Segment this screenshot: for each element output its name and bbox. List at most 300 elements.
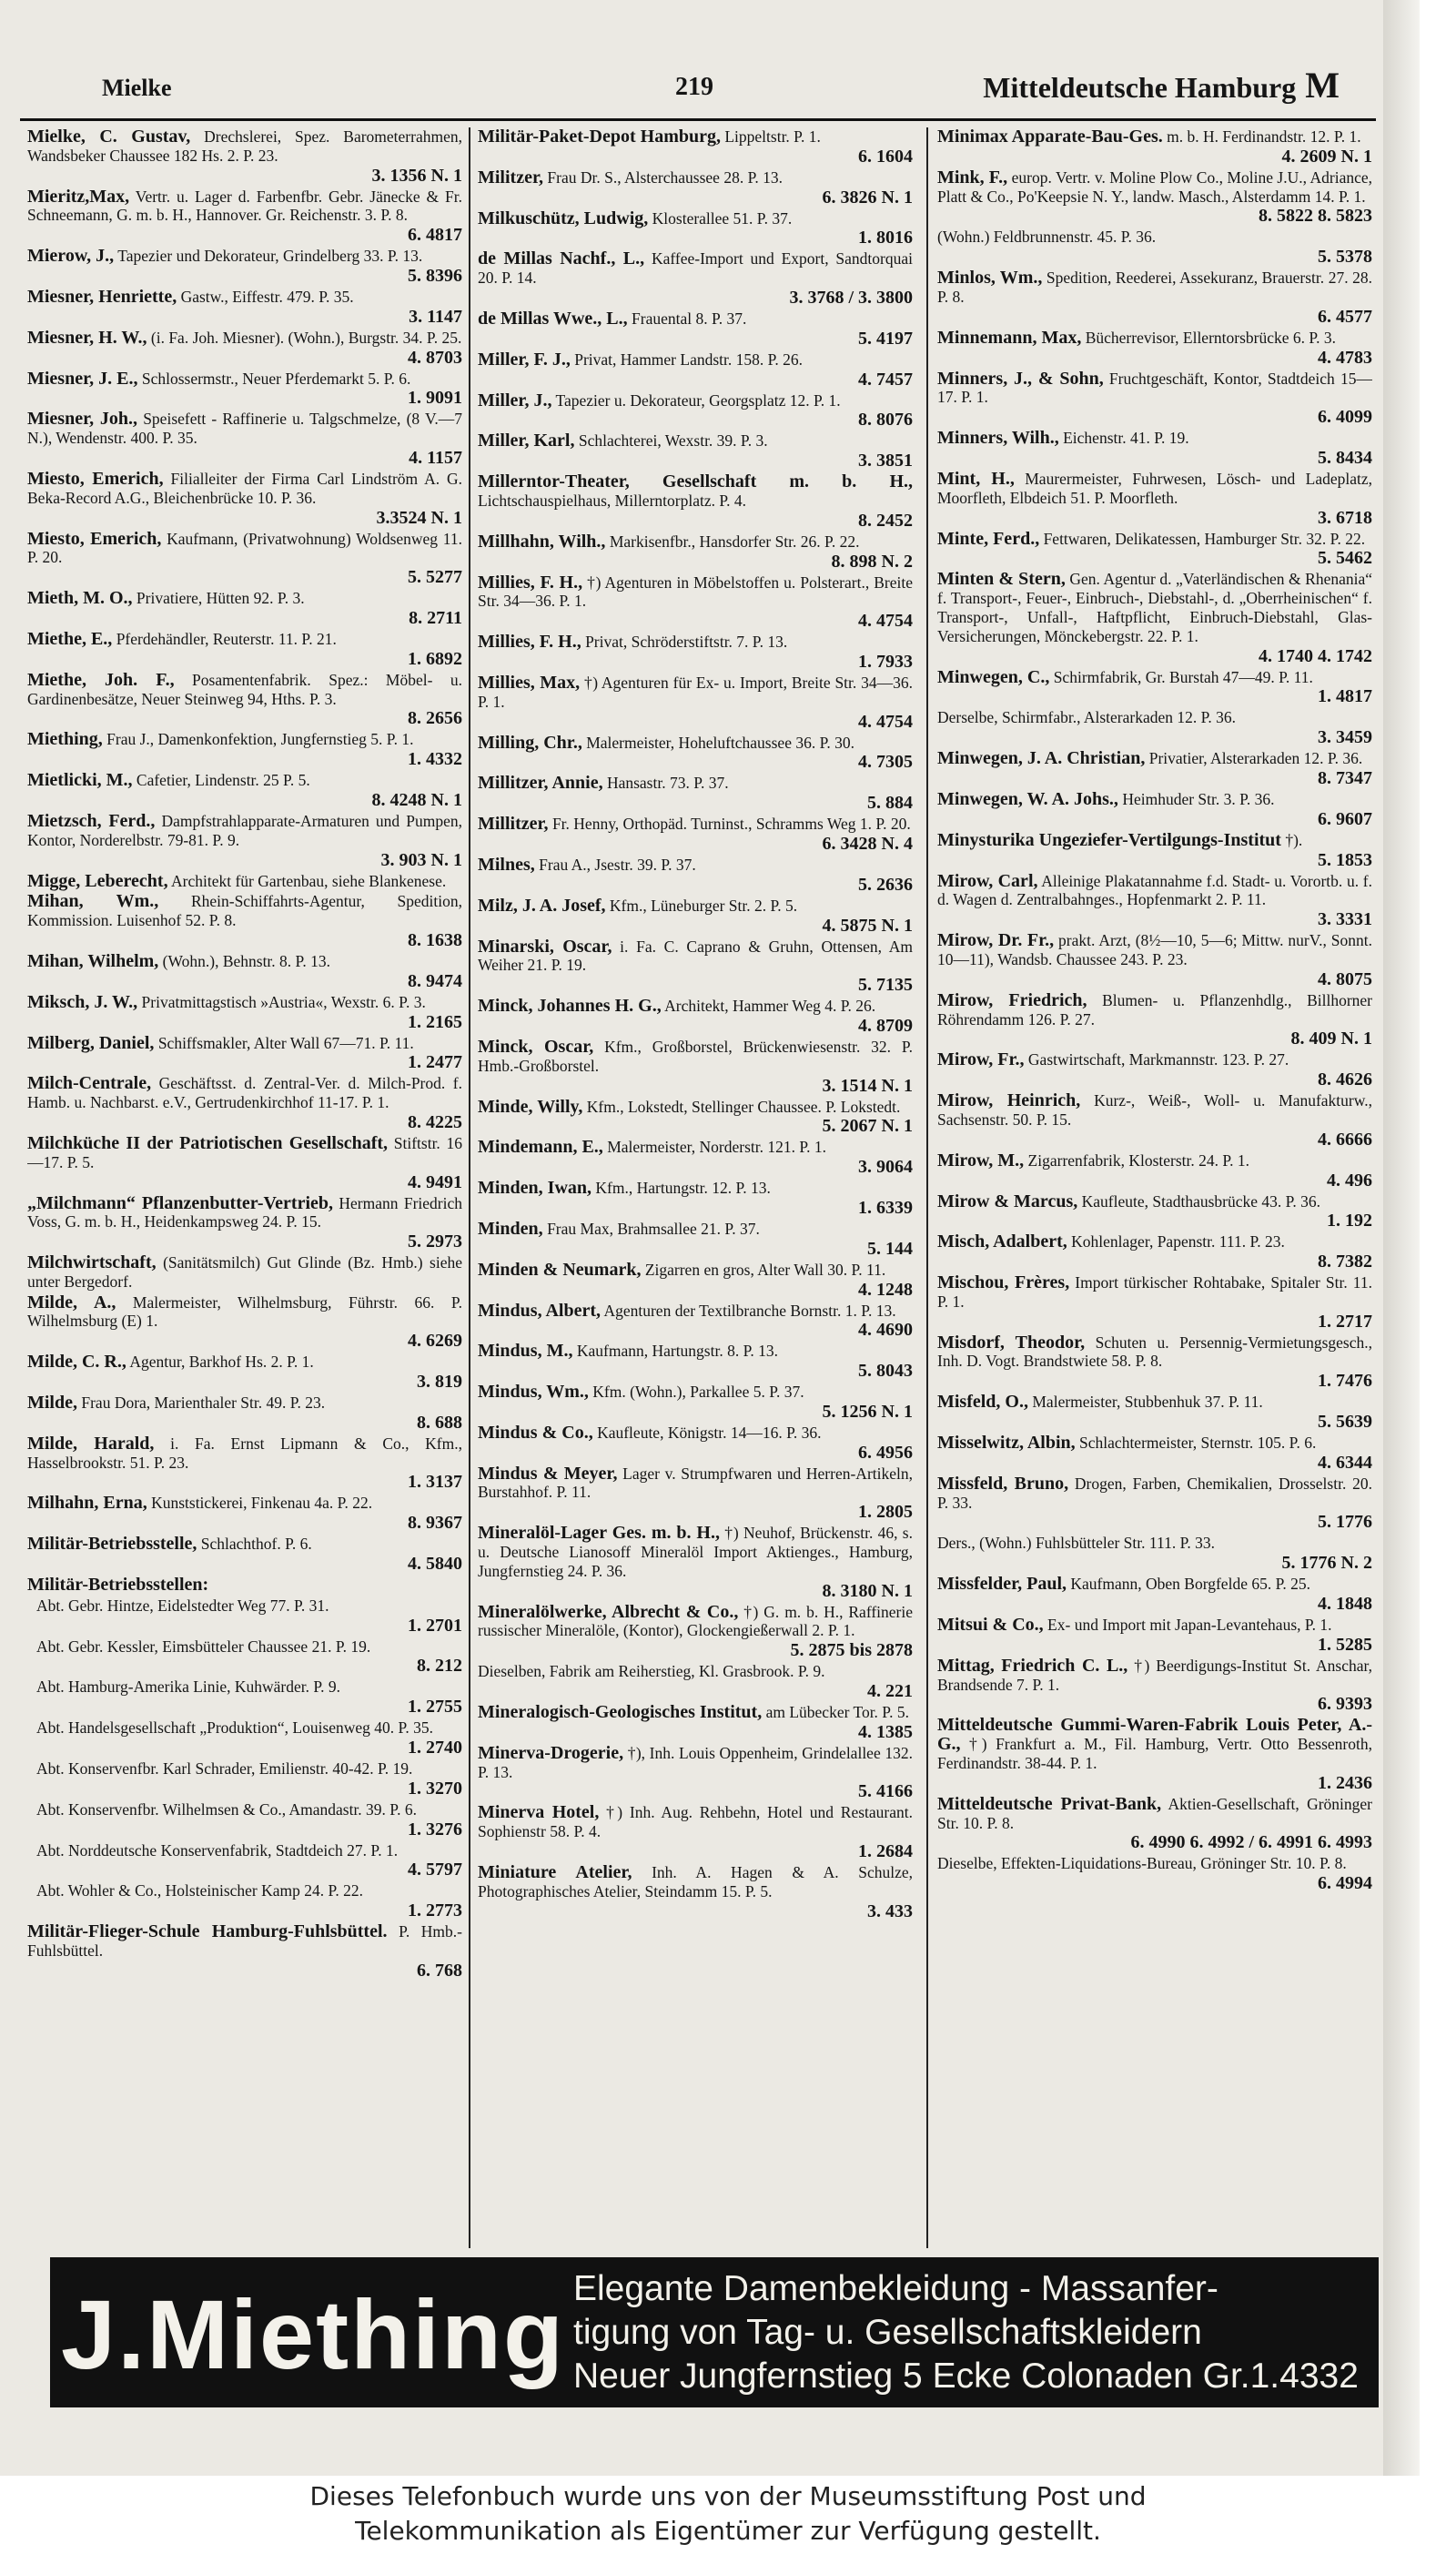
entry-details: Malermeister, Norderstr. 121. P. 1. <box>607 1138 827 1157</box>
entry-details: Drechslerei, Spez. Barometerrahmen, Wandsbeker Chaussee 182 Hs. 2. P. 23. <box>27 127 462 165</box>
entry-name: Minwegen, J. A. Christian, <box>937 748 1146 769</box>
entry-phone-number: 5. 4166 <box>858 1781 913 1802</box>
entry-details: Vertr. u. Lager d. Farbenfbr. Gebr. Jänecke & Fr. Schneemann, G. m. b. H., Hannover. Gr. Reichenstr. 3. P. 8. <box>27 187 462 225</box>
entry-phone-number: 3. 9064 <box>858 1157 913 1178</box>
entry-phone-number: 4. 9491 <box>408 1171 462 1192</box>
entry-details: Schuten u. Persennig-Vermietungsgesch., Inh. D. Vogt. Brandstwiete 58. P. 8. <box>937 1333 1372 1371</box>
entry-name: Mindus, M., <box>478 1341 573 1362</box>
entry-phone-number: 3. 433 <box>867 1900 913 1921</box>
entry-name: Miethe, Joh. F., <box>27 669 175 690</box>
entry-name: Milhahn, Erna, <box>27 1493 147 1514</box>
entry-name: Misfeld, O., <box>937 1392 1028 1413</box>
entry-details: Architekt für Gartenbau, siehe Blankenese. <box>171 871 447 890</box>
entry-name: Miesto, Emerich, <box>27 528 162 549</box>
entry-name: Minerva-Drogerie, <box>478 1742 624 1763</box>
entry-details: Frau J., Damenkonfektion, Jungfernstieg 5. P. 1. <box>106 730 414 749</box>
entry-details: Privat, Schröderstiftstr. 7. P. 13. <box>585 633 788 652</box>
entry-name: Milde, Harald, <box>27 1433 155 1454</box>
footer-line-1: Dieses Telefonbuch wurde uns von der Museumsstiftung Post und <box>309 2481 1147 2511</box>
entry-name: Mielke, C. Gustav, <box>27 127 191 147</box>
directory-entry <box>27 993 462 1032</box>
entry-phone-number: 4. 6344 <box>1318 1452 1372 1473</box>
entry-details: Import türkischer Rohtabake, Spitaler Str. 11. P. 1. <box>937 1273 1372 1311</box>
entry-phone-number: 5. 4197 <box>858 328 913 349</box>
entry-phone-number: 6. 4817 <box>408 225 462 246</box>
directory-entry <box>27 812 462 870</box>
entry-phone-number: 5. 1776 <box>1318 1512 1372 1533</box>
directory-entry <box>937 1151 1372 1191</box>
entry-details: Hansastr. 73. P. 37. <box>606 774 729 793</box>
entry-name: Militär-Betriebsstellen: <box>27 1575 209 1596</box>
directory-entry <box>478 472 913 531</box>
entry-details: Frau Dr. S., Alsterchaussee 28. P. 13. <box>547 167 783 187</box>
directory-entry <box>27 1800 462 1839</box>
column-3 <box>937 127 1372 2248</box>
entry-name: Millerntor-Theater, Gesellschaft m. b. H., <box>478 471 913 492</box>
entry-name: Milch-Centrale, <box>27 1073 152 1094</box>
directory-entry <box>27 892 462 950</box>
entry-details: (i. Fa. Joh. Miesner). (Wohn.), Burgstr. 34. P. 25. <box>150 328 462 347</box>
entry-name: Mirow, Heinrich, <box>937 1090 1081 1111</box>
directory-entry <box>937 429 1372 468</box>
entry-name: Miesner, Joh., <box>27 409 138 430</box>
directory-entry <box>478 856 913 895</box>
entry-details: Gastw., Eiffestr. 479. P. 35. <box>180 287 354 306</box>
entry-name: Miesner, J. E., <box>27 368 138 389</box>
entry-phone-number: 5. 8396 <box>408 265 462 286</box>
entry-details: Kurz-, Weiß-, Woll- u. Manufakturw., Sachsenstr. 50. P. 15. <box>937 1091 1372 1129</box>
entry-name: Minners, J., & Sohn, <box>937 368 1104 389</box>
entry-phone-number: 1. 7476 <box>1318 1371 1372 1392</box>
entry-phone-number: 4. 8709 <box>858 1015 913 1036</box>
entry-details: (Sanitätsmilch) Gut Glinde (Bz. Hmb.) siehe unter Bergedorf. <box>27 1253 462 1291</box>
entry-details: Malermeister, Stubbenhuk 37. P. 11. <box>1032 1393 1263 1412</box>
entry-phone-number: 5. 5462 <box>1318 548 1372 569</box>
entry-phone-number: 3. 3851 <box>858 451 913 471</box>
entry-name: Mint, H., <box>937 468 1015 489</box>
entry-phone-number: 8. 4626 <box>1318 1069 1372 1090</box>
entry-phone-number: 5. 7135 <box>858 975 913 996</box>
entry-details: Abt. Konservenfbr. Wilhelmsen & Co., Amandastr. 39. P. 6. <box>36 1799 417 1819</box>
entry-name: Mirow, Fr., <box>937 1049 1025 1070</box>
directory-entry <box>27 1293 462 1352</box>
entry-details: †) Inh. Aug. Rehbehn, Hotel und Restaurant. Sophienstr 58. P. 4. <box>478 1803 913 1841</box>
entry-name: Milnes, <box>478 854 535 875</box>
entry-details: †) Agenturen für Ex- u. Import, Breite Str. 34—36. P. 1. <box>478 673 913 711</box>
entry-details: Maurermeister, Fuhrwesen, Lösch- und Ladeplatz, Moorfleth, Elbdeich 51. P. Moorfleth. <box>937 469 1372 507</box>
entry-phone-number: 8. 7347 <box>1318 767 1372 788</box>
entry-name: Miniature Atelier, <box>478 1862 632 1883</box>
entry-details: Lippeltstr. P. 1. <box>724 127 821 146</box>
column-divider <box>926 127 928 2248</box>
entry-name: Minden, Iwan, <box>478 1178 592 1199</box>
entry-phone-number: 1. 2165 <box>408 1011 462 1032</box>
directory-entry <box>478 1744 913 1802</box>
directory-entry <box>27 1353 462 1392</box>
entry-name: Miesto, Emerich, <box>27 468 164 489</box>
entry-name: Minysturika Ungeziefer-Vertilgungs-Institut <box>937 829 1281 850</box>
footer-line-2: Telekommunikation als Eigentümer zur Verfügung gestellt. <box>355 2516 1101 2546</box>
directory-entry <box>937 1192 1372 1231</box>
entry-details: Schlachthof. P. 6. <box>200 1535 312 1554</box>
entry-name: Minners, Wilh., <box>937 428 1059 449</box>
entry-phone-number: 1. 6892 <box>408 648 462 669</box>
directory-entry <box>937 668 1372 707</box>
entry-phone-number: 3. 3459 <box>1318 727 1372 748</box>
entry-phone-number: 8. 1638 <box>408 929 462 950</box>
entry-name: Mierow, J., <box>27 246 115 267</box>
entry-name: Minlos, Wm., <box>937 268 1043 289</box>
entry-name: de Millas Nachf., L., <box>478 248 645 269</box>
entry-name: Miller, Karl, <box>478 431 575 451</box>
entry-details: Frau A., Jsestr. 39. P. 37. <box>539 855 696 874</box>
directory-entry <box>478 431 913 471</box>
entry-details: Ex- und Import mit Japan-Levantehaus, P. 1. <box>1047 1616 1332 1635</box>
directory-entry <box>937 931 1372 989</box>
directory-entry <box>27 589 462 628</box>
entry-name: Minck, Johannes H. G., <box>478 996 662 1017</box>
directory-entry <box>478 573 913 632</box>
directory-entry <box>478 127 913 167</box>
entry-name: Mieritz,Max, <box>27 186 130 207</box>
entry-name: Minimax Apparate-Bau-Ges. <box>937 127 1163 147</box>
entry-details: prakt. Arzt, (8½—10, 5—6; Mittw. nurV., Sonnt. 10—11), Wandsb. Chaussee 243. P. 23. <box>937 931 1372 968</box>
directory-entry <box>937 1050 1372 1090</box>
entry-phone-number: 1. 3137 <box>408 1472 462 1493</box>
directory-entry <box>27 730 462 769</box>
directory-entry <box>27 1034 462 1073</box>
entry-details: i. Fa. C. Caprano & Gruhn, Ottensen, Am Weiher 21. P. 19. <box>478 937 913 975</box>
entry-details: Speisefett - Raffinerie u. Talgschmelze, (8 V.—7 N.), Wendenstr. 400. P. 35. <box>27 410 462 448</box>
header-last-entry <box>983 64 1340 106</box>
entry-details: Kfm., Lüneburger Str. 2. P. 5. <box>609 896 798 915</box>
entry-phone-number: 6. 4994 <box>1318 1873 1372 1894</box>
entry-name: Miething, <box>27 729 103 750</box>
entry-name: Minwegen, C., <box>937 666 1050 687</box>
entry-phone-number: 3. 819 <box>417 1372 462 1393</box>
directory-entry <box>27 1394 462 1433</box>
entry-phone-number: 1. 192 <box>1327 1211 1372 1231</box>
directory-entry <box>937 1232 1372 1272</box>
directory-entry <box>937 127 1372 167</box>
entry-name: Mitteldeutsche Gummi-Waren-Fabrik Louis Peter, A.-G., <box>937 1715 1372 1755</box>
directory-entry <box>937 1657 1372 1715</box>
directory-entry <box>27 771 462 810</box>
entry-phone-number: 1. 3276 <box>408 1819 462 1839</box>
directory-entry <box>937 1333 1372 1392</box>
entry-details: Kfm., Großborstel, Brückenwiesenstr. 32. P. Hmb.-Großborstel. <box>478 1037 913 1075</box>
entry-details: Abt. Norddeutsche Konservenfabrik, Stadtdeich 27. P. 1. <box>36 1840 399 1860</box>
entry-name: Mirow, Carl, <box>937 870 1038 891</box>
entry-details: Gastwirtschaft, Markmannstr. 123. P. 27. <box>1027 1050 1289 1069</box>
entry-details: Malermeister, Wilhelmsburg, Führstr. 66. P. Wilhelmsburg (E) 1. <box>27 1292 462 1331</box>
entry-details: Kfm., Lokstedt, Stellinger Chaussee. P. Lokstedt. <box>586 1097 901 1116</box>
entry-details: Tapezier und Dekorateur, Grindelberg 33. P. 13. <box>117 247 423 266</box>
entry-details: Lichtschauspielhaus, Millerntorplatz. P. 4. <box>478 491 747 510</box>
entry-name: Mineralogisch-Geologisches Institut, <box>478 1702 763 1723</box>
entry-details: Frau Max, Brahmsallee 21. P. 37. <box>547 1219 760 1238</box>
entry-details: Posamentenfabrik. Spez.: Möbel- u. Gardinenbesätze, Neuer Steinweg 94, Hths. P. 3. <box>27 670 462 708</box>
directory-entry <box>27 530 462 588</box>
entry-name: Mihan, Wilhelm, <box>27 950 159 971</box>
directory-entry <box>478 1603 913 1661</box>
directory-entry <box>478 897 913 936</box>
entry-phone-number: 4. 2609 N. 1 <box>1281 146 1372 167</box>
entry-phone-number: 4. 4783 <box>1318 347 1372 368</box>
entry-name: Minwegen, W. A. Johs., <box>937 788 1118 809</box>
entry-phone-number: 8. 4248 N. 1 <box>371 789 462 810</box>
entry-details: Schirmfabrik, Gr. Burstah 47—49. P. 11. <box>1053 667 1313 686</box>
entry-details: Markisenfbr., Hansdorfer Str. 26. P. 22. <box>609 532 860 551</box>
entry-details: Alleinige Plakatannahme f.d. Stadt- u. Vorortb. u. f. d. Wagen d. Zentralbahnges., Hopfenmarkt 2. P. 11. <box>937 871 1372 909</box>
entry-phone-number: 3. 6718 <box>1318 507 1372 528</box>
entry-details: Geschäftsst. d. Zentral-Ver. d. Milch-Prod. f. Hamb. u. Nachbarst. e.V., Gertrudenkirchhof 11-17. P. 1. <box>27 1074 462 1112</box>
entry-phone-number: 1. 4817 <box>1318 686 1372 707</box>
entry-details: Stiftstr. 16—17. P. 5. <box>27 1133 462 1171</box>
directory-entry <box>478 1138 913 1177</box>
entry-details: Abt. Handelsgesellschaft „Produktion“, Louisenweg 40. P. 35. <box>36 1718 433 1738</box>
entry-phone-number: 6. 4990 6. 4992 / 6. 4991 6. 4993 <box>1130 1832 1372 1853</box>
directory-entry <box>478 168 913 208</box>
entry-name: Minde, Willy, <box>478 1096 583 1117</box>
directory-entry <box>937 1475 1372 1533</box>
directory-entry <box>478 1342 913 1381</box>
directory-entry <box>27 1576 462 1595</box>
directory-entry <box>27 1841 462 1880</box>
entry-details: Schiffsmakler, Alter Wall 67—71. P. 11. <box>157 1033 414 1052</box>
entry-name: Miesner, H. W., <box>27 327 147 348</box>
entry-details: Kfm., Hartungstr. 12. P. 13. <box>595 1179 771 1198</box>
entry-phone-number: 3. 3768 / 3. 3800 <box>789 287 913 308</box>
entry-name: Minden, <box>478 1218 543 1239</box>
entry-phone-number: 3. 3331 <box>1318 909 1372 930</box>
entry-phone-number: 5. 5639 <box>1318 1412 1372 1433</box>
directory-entry <box>478 1863 913 1921</box>
entry-details: Lager v. Strumpfwaren und Herren-Artikeln, Burstahhof. P. 11. <box>478 1464 913 1502</box>
directory-entry <box>27 127 462 186</box>
entry-details: †). <box>1285 830 1303 849</box>
directory-entry <box>27 1922 462 1981</box>
entry-details: Privatier, Alsterarkaden 12. P. 36. <box>1148 749 1363 768</box>
entry-phone-number: 1. 2701 <box>408 1615 462 1636</box>
entry-phone-number: 8. 9474 <box>408 970 462 991</box>
entry-details: am Lübecker Tor. P. 5. <box>765 1703 909 1722</box>
entry-details: Cafetier, Lindenstr. 25 P. 5. <box>136 771 310 790</box>
directory-entry <box>937 329 1372 368</box>
directory-entry <box>478 815 913 854</box>
directory-entry <box>937 1393 1372 1432</box>
entry-name: Mindus, Wm., <box>478 1382 589 1403</box>
directory-entry <box>937 530 1372 569</box>
entry-details: Abt. Gebr. Kessler, Eimsbütteler Chaussee 21. P. 19. <box>36 1637 371 1656</box>
entry-phone-number: 3. 903 N. 1 <box>380 849 462 870</box>
entry-name: Minten & Stern, <box>937 569 1066 590</box>
entry-phone-number: 1. 7933 <box>858 651 913 672</box>
entry-phone-number: 4. 8075 <box>1318 968 1372 989</box>
directory-entry <box>478 633 913 672</box>
entry-phone-number: 8. 2711 <box>409 607 462 628</box>
entry-phone-number: 8. 212 <box>417 1656 462 1677</box>
directory-entry <box>937 1434 1372 1473</box>
entry-details: Abt. Wohler & Co., Holsteinischer Kamp 24. P. 22. <box>36 1881 363 1900</box>
directory-entry <box>937 1575 1372 1614</box>
directory-entry <box>478 1261 913 1300</box>
entry-phone-number: 5. 1256 N. 1 <box>822 1401 913 1422</box>
column-2 <box>478 127 913 2248</box>
entry-phone-number: 4. 6269 <box>408 1331 462 1352</box>
entry-details: Kaffee-Import und Export, Sandtorquai 20. P. 14. <box>478 249 913 288</box>
directory-entry <box>937 708 1372 747</box>
entry-name: Mittag, Friedrich C. L., <box>937 1655 1128 1676</box>
entry-name: Minck, Oscar, <box>478 1036 594 1057</box>
entry-name: Misch, Adalbert, <box>937 1231 1067 1252</box>
entry-details: †) Beerdigungs-Institut St. Anschar, Brandsende 7. P. 1. <box>937 1656 1372 1694</box>
entry-phone-number: 4. 4754 <box>858 711 913 732</box>
advertisement-banner <box>50 2257 1379 2407</box>
entry-phone-number: 5. 5378 <box>1318 247 1372 268</box>
directory-entry <box>27 1718 462 1758</box>
footer-notice <box>0 2476 1456 2554</box>
directory-entry <box>27 1194 462 1252</box>
entry-details: Dieselben, Fabrik am Reiherstieg, Kl. Grasbrook. P. 9. <box>478 1662 825 1681</box>
directory-entry <box>478 774 913 813</box>
entry-phone-number: 4. 5875 N. 1 <box>822 915 913 936</box>
directory-entry <box>937 991 1372 1049</box>
entry-name: Mitteldeutsche Privat-Bank, <box>937 1793 1162 1814</box>
entry-name: Miethe, E., <box>27 628 113 649</box>
directory-entry <box>27 1253 462 1292</box>
entry-name: Mischou, Frères, <box>937 1272 1070 1293</box>
entry-name: Minarski, Oscar, <box>478 936 612 957</box>
entry-phone-number: 5. 1853 <box>1318 849 1372 870</box>
entry-details: Derselbe, Schirmfabr., Alsterarkaden 12. P. 36. <box>937 708 1237 727</box>
directory-entry <box>478 1464 913 1523</box>
entry-details: Frau Dora, Marienthaler Str. 49. P. 23. <box>81 1394 326 1413</box>
entry-details: Architekt, Hammer Weg 4. P. 26. <box>664 997 876 1016</box>
entry-details: Kunststickerei, Finkenau 4a. P. 22. <box>151 1494 373 1513</box>
entry-phone-number: 6. 4099 <box>1318 407 1372 428</box>
entry-phone-number: 3. 1514 N. 1 <box>822 1075 913 1096</box>
entry-name: de Millas Wwe., L., <box>478 308 628 329</box>
entry-phone-number: 3. 1356 N. 1 <box>371 165 462 186</box>
entry-name: Mirow & Marcus, <box>937 1191 1078 1211</box>
entry-phone-number: 4. 5840 <box>408 1554 462 1575</box>
entry-name: Milchküche II der Patriotischen Gesellschaft, <box>27 1132 389 1153</box>
directory-entry <box>937 168 1372 227</box>
entry-name: Mineralölwerke, Albrecht & Co., <box>478 1601 739 1622</box>
entry-details: Drogen, Farben, Chemikalien, Drosselstr. 20. P. 33. <box>937 1474 1372 1512</box>
advertisement-line-2: tigung von Tag- u. Gesellschaftskleidern <box>573 2313 1202 2352</box>
directory-entry <box>478 1038 913 1096</box>
entry-details: Privat, Hammer Landstr. 158. P. 26. <box>574 350 804 369</box>
entry-phone-number: 8. 4225 <box>408 1111 462 1132</box>
directory-entry <box>937 1854 1372 1893</box>
entry-phone-number: 6. 768 <box>417 1960 462 1981</box>
entry-name: Mindus, Albert, <box>478 1300 602 1321</box>
entry-details: Schlachterei, Wexstr. 39. P. 3. <box>578 431 768 451</box>
directory-entry <box>27 410 462 468</box>
entry-details: Spedition, Reederei, Assekuranz, Brauerstr. 27. 28. P. 8. <box>937 269 1372 306</box>
entry-details: Fr. Henny, Orthopäd. Turninst., Schramms Weg 1. P. 20. <box>551 815 911 834</box>
directory-entry <box>937 228 1372 267</box>
entry-phone-number: 1. 2477 <box>408 1052 462 1073</box>
entry-phone-number: 4. 5797 <box>408 1860 462 1880</box>
directory-entry <box>27 370 462 409</box>
entry-name: Millitzer, <box>478 814 549 835</box>
entry-details: Eichenstr. 41. P. 19. <box>1063 429 1189 448</box>
entry-name: Militär-Betriebsstelle, <box>27 1534 197 1555</box>
entry-name: Militär-Flieger-Schule Hamburg-Fuhlsbüttel. <box>27 1921 388 1942</box>
entry-name: Mirow, Dr. Fr., <box>937 930 1055 951</box>
entry-name: Miller, J., <box>478 390 552 410</box>
entry-name: Milz, J. A. Josef, <box>478 895 606 916</box>
entry-phone-number: 6. 3428 N. 4 <box>822 833 913 854</box>
directory-entry <box>27 952 462 991</box>
entry-phone-number: 6. 9607 <box>1318 808 1372 829</box>
entry-name: Mietzsch, Ferd., <box>27 810 156 831</box>
entry-phone-number: 4. 1848 <box>1318 1594 1372 1615</box>
entry-name: Missfeld, Bruno, <box>937 1473 1069 1494</box>
entry-name: Milling, Chr., <box>478 732 582 753</box>
entry-phone-number: 1. 2755 <box>408 1697 462 1718</box>
directory-entry <box>478 937 913 996</box>
entry-phone-number: 5. 2875 bis 2878 <box>790 1640 913 1661</box>
entry-details: P. Hmb.-Fuhlsbüttel. <box>27 1922 462 1961</box>
entry-details: Agenturen der Textilbranche Bornstr. 1. P. 13. <box>603 1301 896 1320</box>
directory-entry <box>27 1134 462 1192</box>
entry-details: Zigarrenfabrik, Klosterstr. 24. P. 1. <box>1027 1150 1250 1170</box>
entry-name: Mindemann, E., <box>478 1137 603 1158</box>
entry-phone-number: 1. 2740 <box>408 1738 462 1758</box>
entry-name: Mirow, M., <box>937 1150 1025 1171</box>
entry-phone-number: 1. 5285 <box>1318 1634 1372 1655</box>
directory-entry <box>478 391 913 431</box>
entry-phone-number: 3.3524 N. 1 <box>376 507 462 528</box>
entry-phone-number: 8. 409 N. 1 <box>1290 1029 1372 1049</box>
directory-entry <box>27 671 462 729</box>
entry-details: Abt. Hamburg-Amerika Linie, Kuhwärder. P. 9. <box>36 1677 341 1697</box>
directory-entry <box>937 790 1372 829</box>
directory-entry <box>478 532 913 572</box>
directory-entry <box>478 350 913 390</box>
entry-phone-number: 4. 1157 <box>409 447 462 468</box>
advertisement-brand: J.Miething <box>61 2279 565 2389</box>
entry-details: Kaufmann, (Privatwohnung) Woldsenweg 11. P. 20. <box>27 529 462 567</box>
directory-entry <box>937 1273 1372 1332</box>
entry-name: Miller, F. J., <box>478 349 571 370</box>
entry-details: Blumen- u. Pflanzenhdlg., Billhorner Röhrendamm 126. P. 27. <box>937 990 1372 1029</box>
entry-phone-number: 6. 9393 <box>1318 1694 1372 1715</box>
entry-name: Mirow, Friedrich, <box>937 989 1087 1010</box>
entry-details: Schlossermstr., Neuer Pferdemarkt 5. P. 6. <box>141 369 411 388</box>
entry-name: Missfelder, Paul, <box>937 1574 1067 1595</box>
entry-details: Privatiere, Hütten 92. P. 3. <box>136 589 305 608</box>
entry-details: †) Frankfurt a. M., Fil. Hamburg, Vertr. Otto Bessenroth, Ferdinandstr. 38-44. P. 1. <box>937 1735 1372 1773</box>
advertisement-line-1: Elegante Damenbekleidung - Massanfer- <box>573 2269 1218 2308</box>
entry-phone-number: 8. 3180 N. 1 <box>822 1580 913 1601</box>
directory-entry <box>27 187 462 246</box>
entry-name: Minte, Ferd., <box>937 528 1040 549</box>
entry-phone-number: 4. 8703 <box>408 347 462 368</box>
entry-name: Miksch, J. W., <box>27 991 138 1012</box>
entry-phone-number: 4. 221 <box>867 1681 913 1702</box>
entry-phone-number: 1. 6339 <box>858 1197 913 1218</box>
entry-details: (Wohn.), Behnstr. 8. P. 13. <box>162 951 330 970</box>
entry-name: Mihan, Wm., <box>27 891 159 912</box>
entry-details: Klosterallee 51. P. 37. <box>652 208 793 228</box>
entry-details: Heimhuder Str. 3. P. 36. <box>1122 789 1275 808</box>
directory-entry <box>27 470 462 528</box>
